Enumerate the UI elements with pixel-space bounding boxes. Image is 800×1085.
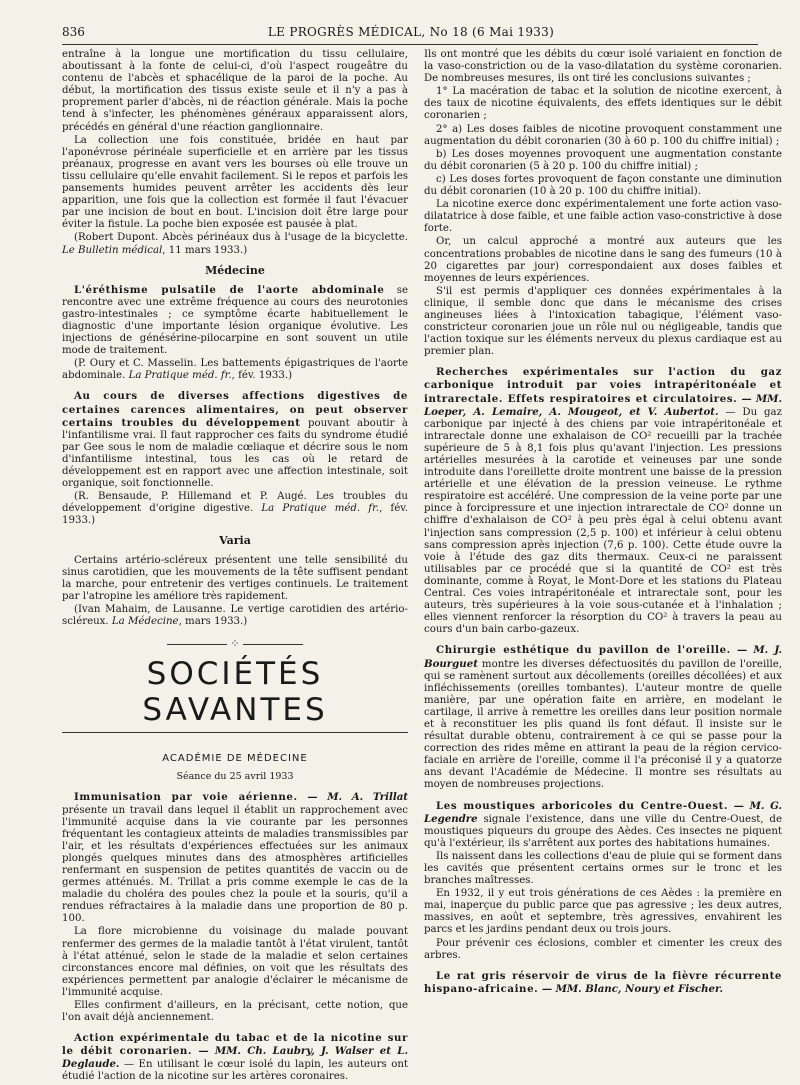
paragraph: Or, un calcul approché a montré aux auteurs que les concentrations probables de nicotine dans le sang des fumeurs (10 à 20 cigarettes par jour) correspondaient aux doses faibles et moyennes de leurs expériences. bbox=[424, 236, 782, 284]
left-column bbox=[62, 49, 408, 1085]
paragraph: Chirurgie esthétique du pavillon de l'oreille. — M. J. Bourguet montre les diverses défectuosités du pavillon de l'oreille, qui se ramènent surtout aux décollements (oreilles décollées) et aux infléchissements (oreilles tombantes). L'auteur montre de quelle manière, par une opération faite en arrière, en modelant le cartilage, il arrive à remettre les oreilles dans leur position normale et à reconstituer les plis quand ils font défaut. Il insiste sur le résultat durable obtenu, contrairement à ce qui se passe pour la correction des rides même en attirant la peau de la région cervico-faciale en arrière de l'oreille, comme il l'a préconisé il y a quatorze ans devant l'Académie de Médecine. Il montre ses résultats au moyen de nombreuses projections. bbox=[424, 644, 782, 791]
paragraph: 2° a) Les doses faibles de nicotine provoquent constamment une augmentation du débit coronarien (30 à 60 p. 100 du chiffre initial) ; bbox=[424, 123, 782, 147]
page-header bbox=[62, 26, 760, 42]
paragraph: L'éréthisme pulsatile de l'aorte abdominale se rencontre avec une extrême fréquence au cours des neurotonies gastro-intestinales ; ce symptôme écarte habituellement le diagnostic d'une importante lésion organique évolutive. Les injections de génésérine-pilocarpine en sont souvent un utile mode de traitement. bbox=[62, 283, 408, 357]
academy-heading: ACADÉMIE DE MÉDECINE bbox=[162, 753, 308, 765]
header-rule bbox=[62, 44, 758, 45]
paragraph: Ils naissent dans les collections d'eau de pluie qui se forment dans les cavités que présentent certains ormes sur le tronc et les branches maîtresses. bbox=[424, 850, 782, 887]
paragraph: Elles confirment d'ailleurs, en la précisant, cette notion, que l'on avait déjà anciennement. bbox=[62, 1000, 408, 1024]
title-rule bbox=[62, 732, 408, 733]
paragraph: Au cours de diverses affections digestives de certaines carences alimentaires, on peut observer certains troubles du développement pouvant aboutir à l'infantilisme vrai. Il faut rapprocher ces faits du syndrome étudié par Gee sous le nom de maladie cœliaque et décrire sous le nom d'infantilisme intestinal, tous les cas où le retard de développement est en rapport avec une affection intestinale, soit organique, soit fonctionnelle. bbox=[62, 390, 408, 490]
paragraph: entraîne à la longue une mortification du tissu cellulaire, aboutissant à la fonte de celui-ci, d'où l'aspect rougeâtre du contenu de l'abcès et sphacélique de la paroi de la poche. Au début, la mortification des tissus existe seule et il n'y a pas à proprement parler d'abcès, ni de réaction générale. Mais la poche tend à s'infecter, les phénomènes généraux apparaissent alors, précédés en général d'une réaction ganglionnaire. bbox=[62, 49, 408, 133]
paragraph: Action expérimentale du tabac et de la nicotine sur le débit coronarien. — MM. Ch. Laubry, J. Walser et L. Deglaude. — En utilisant le cœur isolé du lapin, les auteurs ont étudié l'action de la nicotine sur les artères coronaires. bbox=[62, 1032, 408, 1083]
paragraph: c) Les doses fortes provoquent de façon constante une diminution du débit coronarien (10 à 20 p. 100 du chiffre initial). bbox=[424, 173, 782, 198]
ornament-divider: ⁘ bbox=[62, 638, 408, 650]
citation: (Robert Dupont. Abcès périnéaux dus à l'usage de la bicyclette. Le Bulletin médical, 11 mars 1933.) bbox=[62, 232, 408, 256]
paragraph: Le rat gris réservoir de virus de la fièvre récurrente hispano-africaine. — MM. Blanc, Noury et Fischer. bbox=[424, 969, 782, 995]
paragraph: Certains artério-scléreux présentent une telle sensibilité du sinus carotidien, que les mouvements de la tête suffisent pendant la marche, pour entretenir des vertiges continuels. Le traitement par l'atropine les améliore très rapidement. bbox=[62, 554, 408, 602]
section-title: SOCIÉTÉS SAVANTES bbox=[142, 656, 328, 729]
session-date: Séance du 25 avril 1933 bbox=[176, 771, 294, 783]
paragraph: Ils ont montré que les débits du cœur isolé variaient en fonction de la vaso-constriction ou de la vaso-dilatation du système coronarien. De nombreuses mesures, ils ont tiré les conclusions suivantes ; bbox=[424, 49, 782, 85]
page-number: 836 bbox=[62, 25, 85, 39]
paragraph: La collection une fois constituée, bridée en haut par l'aponévrose périnéale superficielle et en arrière par les tissus préanaux, progresse en avant vers les bourses où elle trouve un tissu cellulaire qu'elle envahit facilement. Si le repos et parfois les pansements humides peuvent arrêter les accidents dès leur apparition, une fois que la collection est formée il faut l'évacuer par une incision de bout en bout. L'incision doit être large pour éviter la fistule. La poche bien exposée est pausée à plat. bbox=[62, 134, 408, 231]
citation: (P. Oury et C. Masselin. Les battements épigastriques de l'aorte abdominale. La Pratique méd. fr., fév. 1933.) bbox=[62, 358, 408, 382]
paragraph: La flore microbienne du voisinage du malade pouvant renfermer des germes de la maladie tantôt à l'état virulent, tantôt à l'état atténué, selon le stade de la maladie et selon certaines circonstances encore mal définies, on voit que les résultats des expériences permettent par analogie d'éclairer le mécanisme de l'immunité acquise. bbox=[62, 926, 408, 998]
paragraph: S'il est permis d'appliquer ces données expérimentales à la clinique, il semble donc que dans le mécanisme des crises angineuses liées à l'intoxication tabagique, l'élément vaso-constricteur coronarien joue un rôle nul ou négligeable, tandis que l'action toxique sur les éléments nerveux du plexus cardiaque est au premier plan. bbox=[424, 285, 782, 358]
paragraph: b) Les doses moyennes provoquent une augmentation constante du débit coronarien (5 à 20 p. 100 du chiffre initial) ; bbox=[424, 148, 782, 172]
citation: (Ivan Mahaim, de Lausanne. Le vertige carotidien des artério-scléreux. La Médecine, mars 1933.) bbox=[62, 603, 408, 628]
paragraph: 1° La macération de tabac et la solution de nicotine exercent, à des taux de nicotine équivalents, des effets identiques sur le débit coronarien ; bbox=[424, 86, 782, 122]
paragraph: La nicotine exerce donc expérimentalement une forte action vaso-dilatatrice à dose faible, et une faible action vaso-constrictive à dose forte. bbox=[424, 199, 782, 235]
paragraph: En 1932, il y eut trois générations de ces Aèdes : la première en mai, inaperçue du public parce que pas agressive ; les deux autres, massives, en août et septembre, très agressives, envahirent les parcs et les jardins pendant deux ou trois jours. bbox=[424, 888, 782, 936]
section-heading-varia: Varia bbox=[219, 534, 251, 548]
citation: (R. Bensaude, P. Hillemand et P. Augé. Les troubles du développement d'origine digestive. La Pratique méd. fr., fév. 1933.) bbox=[62, 491, 409, 527]
running-title: LE PROGRÈS MÉDICAL, No 18 (6 Mai 1933) bbox=[267, 25, 555, 39]
right-column bbox=[424, 49, 782, 997]
section-heading-medecine: Médecine bbox=[205, 263, 265, 277]
paragraph: Pour prévenir ces éclosions, combler et cimenter les creux des arbres. bbox=[424, 937, 782, 961]
paragraph: Immunisation par voie aérienne. — M. A. Trillat présente un travail dans lequel il établit un rapprochement avec l'immunité acquise dans la vie courante par les personnes fréquentant les contagieux atteints de maladies transmissibles par l'air, et les résultats d'expériences effectuées sur les animaux plongés quelques minutes dans des atmosphères artificielles renfermant en suspension de petites quantités de vaccin ou de germes atténués. M. Trillat a pris comme exemple le cas de la maladie du choléra des poules chez la poule et la souris, qu'il a rendues réfractaires à la maladie dans une proportion de 80 p. 100. bbox=[62, 791, 408, 925]
paragraph: Les moustiques arboricoles du Centre-Ouest. — M. G. Legendre signale l'existence, dans une ville du Centre-Ouest, de moustiques piqueurs du groupe des Aèdes. Ces insectes ne piquent qu'à l'extérieur, ils s'arrêtent aux portes des habitations humaines. bbox=[424, 799, 782, 849]
paragraph: Recherches expérimentales sur l'action du gaz carbonique introduit par voies intrapéritonéale et intrarectale. Effets respiratoires et circulatoires. — MM. Loeper, A. Lemaire, A. Mougeot, et V. Aubertot. — Du gaz carbonique par injecté à des chiens par voie intrapéritonéale et intrarectale donne une exhalaison de CO² recueilli par la trachée supérieure de 5 à 8,1 fois plus qu'avant l'injection. Les pressions artérielles mesurées à la carotide et veineuses par une sonde introduite dans l'oreillette droite montrent une baisse de la pression artérielle et une élévation de la pression veineuse. Le rythme respiratoire est accéléré. Une compression de la veine porte par une pince à forcipressure et une injection intrarectale de CO² donne un chiffre d'exhalaison de CO² à peu près égal à celui obtenu avant l'injection sans compression (2,5 p. 100) et inférieur à celui obtenu sans compression après injection (7,6 p. 100). Cette étude ouvre la voie à l'étude des gaz dits thermaux. Ceux-ci ne paraissent utilisables par ce procédé que si la quantité de CO² est très dominante, comme à Royat, le Mont-Dore et les stations du Plateau Central. Ces voies intrapéritonéale et intrarectale sont, pour les auteurs, très supérieures à la voie sous-cutanée et à l'inhalation ; elles viennent renforcer la résorption du CO² à travers la peau au cours d'un bain carbo-gazeux. bbox=[424, 366, 782, 636]
